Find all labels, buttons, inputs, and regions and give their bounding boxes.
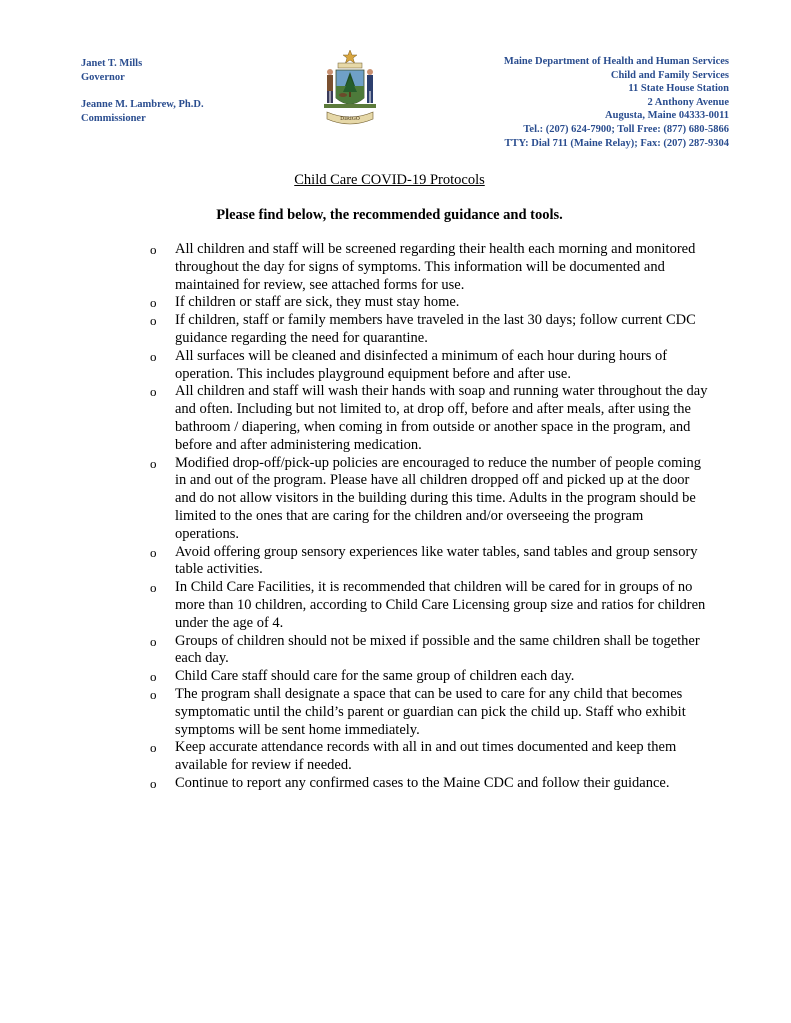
bullet-icon: o bbox=[150, 295, 157, 311]
protocol-list bbox=[150, 241, 710, 793]
department-line: Tel.: (207) 624-7900; Toll Free: (877) 680-5866 bbox=[523, 123, 729, 135]
bullet-icon: o bbox=[150, 686, 157, 702]
department-line: Maine Department of Health and Human Services bbox=[503, 56, 729, 67]
list-item bbox=[150, 241, 710, 294]
list-item bbox=[150, 739, 710, 775]
bullet-icon: o bbox=[150, 740, 157, 756]
bullet-icon: o bbox=[150, 384, 157, 400]
bullet-icon: o bbox=[150, 455, 157, 471]
department-line: 2 Anthony Avenue bbox=[647, 96, 729, 108]
department-address-block bbox=[504, 55, 729, 150]
list-item-text: All surfaces will be cleaned and disinfected a minimum of each hour during hours of operation. This includes playground equipment before and after use. bbox=[175, 347, 668, 382]
department-line: TTY: Dial 711 (Maine Relay); Fax: (207) 287-9304 bbox=[504, 137, 729, 149]
list-item bbox=[150, 312, 710, 348]
bullet-icon: o bbox=[150, 669, 157, 685]
list-item-text: Modified drop-off/pick-up policies are encouraged to reduce the number of people coming in and out of the program. Please have all children dropped off and picked up at the door and do not allow visitors in the building during this time. Adults in the program should be limited to the ones that are caring for the children and/or overseeing the program operations. bbox=[175, 454, 701, 542]
governor-name: Janet T. Mills bbox=[81, 58, 143, 69]
bullet-icon: o bbox=[150, 633, 157, 649]
letterhead-officials bbox=[81, 57, 204, 125]
list-item-text: If children or staff are sick, they must stay home. bbox=[175, 294, 460, 311]
list-item bbox=[150, 544, 710, 580]
department-line: Child and Family Services bbox=[610, 69, 729, 81]
document-subtitle: Please find below, the recommended guidance and tools. bbox=[216, 207, 563, 223]
list-item-text: In Child Care Facilities, it is recommended that children will be cared for in groups of no more than 10 children, according to Child Care Licensing group size and ratios for children under the age of 4. bbox=[175, 579, 706, 631]
list-item-text: All children and staff will be screened regarding their health each morning and monitored throughout the day for signs of symptoms. This information will be documented and maintained for review, see attached forms for use. bbox=[175, 241, 696, 293]
list-item-text: The program shall designate a space that can be used to care for any child that becomes symptomatic until the child’s parent or guardian can pick the child up. Staff who exhibit symptoms will be sent home immediately. bbox=[175, 685, 686, 738]
bullet-icon: o bbox=[150, 775, 157, 791]
list-item bbox=[150, 348, 710, 384]
bullet-icon: o bbox=[150, 313, 157, 329]
list-item-text: Child Care staff should care for the same group of children each day. bbox=[175, 668, 575, 685]
department-line: 11 State House Station bbox=[628, 83, 729, 95]
list-item bbox=[150, 668, 710, 686]
maine-state-seal-icon bbox=[321, 48, 379, 128]
bullet-icon: o bbox=[150, 544, 157, 560]
commissioner-title: Commissioner bbox=[81, 112, 146, 124]
governor-title: Governor bbox=[81, 71, 125, 83]
department-line: Augusta, Maine 04333-0011 bbox=[605, 110, 729, 122]
bullet-icon: o bbox=[150, 242, 157, 257]
list-item bbox=[150, 294, 710, 312]
list-item bbox=[150, 579, 710, 632]
bullet-icon: o bbox=[150, 580, 157, 596]
list-item bbox=[150, 686, 710, 739]
list-item-text: Groups of children should not be mixed if possible and the same children shall be together each day. bbox=[175, 632, 700, 667]
bullet-icon: o bbox=[150, 348, 157, 364]
list-item bbox=[150, 775, 710, 793]
list-item-text: If children, staff or family members have traveled in the last 30 days; follow current CDC guidance regarding the need for quarantine. bbox=[175, 312, 696, 346]
list-item-text: All children and staff will wash their hands with soap and running water throughout the day and often. Including but not limited to, at drop off, before and after meals, after using the bathroom / diapering, when coming in from outside or another space in the program, and before and after administering medication. bbox=[175, 383, 708, 453]
list-item-text: Continue to report any confirmed cases to the Maine CDC and follow their guidance. bbox=[175, 774, 670, 791]
document-title: Child Care COVID-19 Protocols bbox=[294, 172, 485, 188]
commissioner-name: Jeanne M. Lambrew, Ph.D. bbox=[81, 99, 204, 110]
list-item bbox=[150, 455, 710, 544]
list-item bbox=[150, 383, 710, 454]
list-item bbox=[150, 633, 710, 669]
list-item-text: Avoid offering group sensory experiences like water tables, sand tables and group sensory table activities. bbox=[175, 543, 698, 578]
seal-banner-text: DIRIGO bbox=[340, 116, 360, 122]
list-item-text: Keep accurate attendance records with all in and out times documented and keep them available for review if needed. bbox=[175, 739, 677, 774]
